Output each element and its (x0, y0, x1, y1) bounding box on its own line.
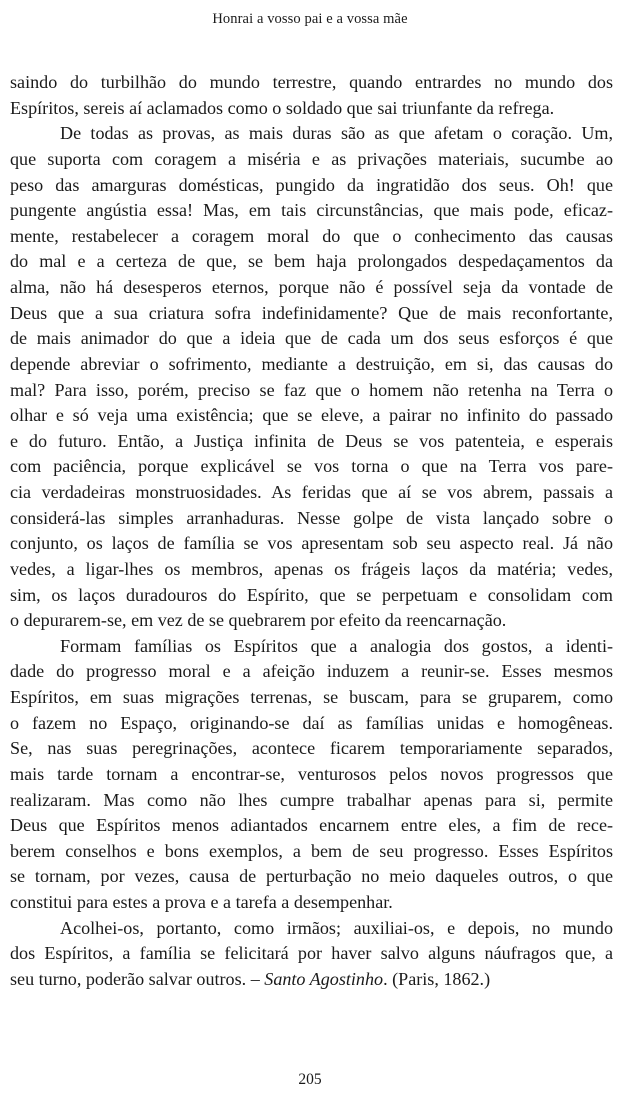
text-line: vedes, a ligar-lhes os membros, apenas os frágeis laços da matéria; vedes, (10, 558, 613, 579)
text-line: Deus que Espíritos menos adiantados encarnem entre eles, a fim de rece- (10, 815, 613, 836)
text-line: berem conselhos e bons exemplos, a bem de seu progresso. Esses Espíritos (10, 840, 613, 861)
text-line: que suporta com coragem a miséria e as privações materiais, sucumbe ao (10, 148, 613, 169)
text-line: do mal e a certeza de que, se bem haja prolongados despedaçamentos da (10, 251, 613, 272)
running-head: Honrai a vosso pai e a vossa mãe (212, 11, 408, 27)
text-line: mais tarde tornam a encontrar-se, venturosos pelos novos progressos que (10, 763, 613, 784)
text-line: dade do progresso moral e a afeição induzem a reunir-se. Esses mesmos (10, 661, 613, 682)
text-line: com paciência, porque explicável se vos torna o que na Terra vos pare- (10, 456, 613, 477)
text-line: peso das amarguras domésticas, pungido da ingratidão dos seus. Oh! que (10, 174, 613, 195)
text-line: Espíritos, sereis aí aclamados como o soldado que sai triunfante da refrega. (10, 97, 555, 118)
text-line: o fazem no Espaço, originando-se daí as famílias unidas e homogêneas. (10, 712, 613, 733)
text-line: saindo do turbilhão do mundo terrestre, quando entrardes no mundo dos (10, 72, 613, 92)
text-line: o depurarem-se, em vez de se quebrarem por efeito da reencarnação. (10, 610, 507, 631)
text-line: realizaram. Mas como não lhes cumpre trabalhar apenas para si, permite (10, 789, 613, 810)
paragraph-4 (10, 916, 613, 993)
body-text (10, 70, 613, 993)
paragraph-3 (10, 634, 613, 916)
text-line: mal? Para isso, porém, preciso se faz que o homem não retenha na Terra o (10, 379, 613, 400)
text-line: considerá-las simples arranhaduras. Nesse golpe de vista lançado sobre o (10, 507, 613, 528)
text-line: cia verdadeiras monstruosidades. As feridas que aí se vos abrem, passais a (10, 482, 613, 502)
text-line: Formam famílias os Espíritos que a analogia dos gostos, a identi- (60, 635, 613, 656)
text-line: de mais animador do que a ideia que de cada um dos seus esforços é que (10, 328, 613, 349)
text-line: se tornam, por vezes, causa de perturbação no meio daqueles outros, o que (10, 866, 613, 887)
text-line: dos Espíritos, a família se felicitará por haver salvo alguns náufragos que, a (10, 943, 613, 964)
text-line: conjunto, os laços de família se vos apresentam sob seu aspecto real. Já não (10, 533, 613, 554)
closing-text: seu turno, poderão salvar outros. – (10, 968, 265, 989)
text-line: Deus que a sua criatura sofra indefinidamente? Que de mais reconfortante, (10, 302, 613, 323)
paragraph-1 (10, 70, 613, 121)
text-line: pungente angústia essa! Mas, em tais circunstâncias, que mais pode, eficaz- (10, 200, 613, 221)
place-date: . (Paris, 1862.) (383, 968, 491, 989)
text-line: e do futuro. Então, a Justiça infinita de Deus se vos patenteia, e esperais (10, 430, 613, 451)
text-line: De todas as provas, as mais duras são as que afetam o coração. Um, (60, 123, 613, 144)
author-name: Santo Agostinho (264, 968, 384, 989)
text-line: depende abreviar o sofrimento, mediante a destruição, em si, das causas do (10, 353, 613, 374)
text-line: Acolhei-os, portanto, como irmãos; auxiliai-os, e depois, no mundo (60, 917, 613, 938)
text-line: constitui para estes a prova e a tarefa a desempenhar. (10, 892, 393, 912)
text-line: olhar e só veja uma existência; que se eleve, a pairar no infinito do passado (10, 405, 613, 426)
text-line: Espíritos, em suas migrações terrenas, se buscam, para se gruparem, como (10, 687, 613, 707)
page-number: 205 (298, 1071, 322, 1088)
text-line: Se, nas suas peregrinações, acontece ficarem temporariamente separados, (10, 738, 613, 759)
text-line: alma, não há desesperos eternos, porque não é possível seja da vontade de (10, 277, 613, 297)
text-line: sim, os laços duradouros do Espírito, que se perpetuam e consolidam com (10, 584, 613, 605)
text-line-signature (10, 967, 613, 993)
text-line: mente, restabelecer a coragem moral do que o conhecimento das causas (10, 225, 613, 246)
paragraph-2 (10, 121, 613, 634)
